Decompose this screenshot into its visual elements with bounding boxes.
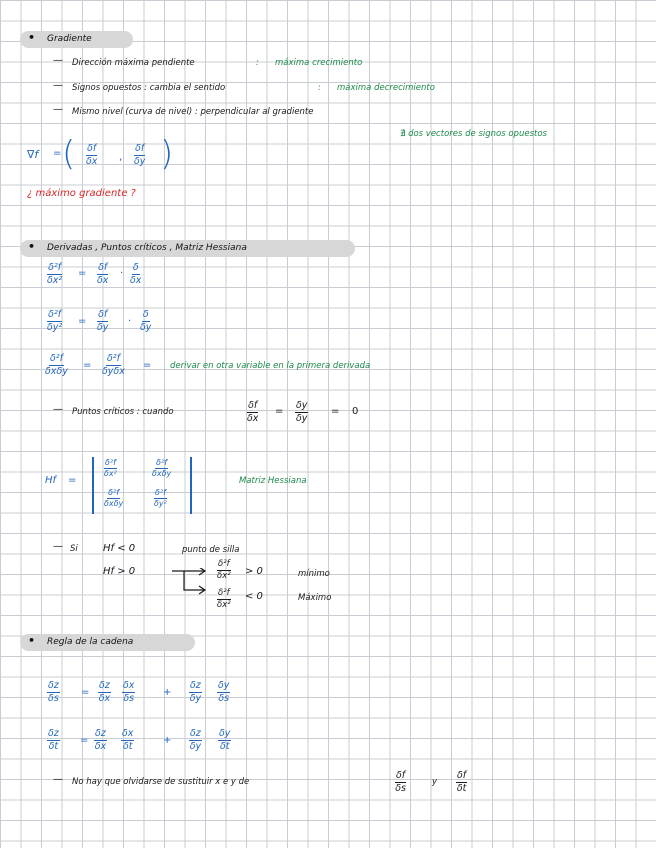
fraction: $\frac{\delta z}{\delta x}$ [94,728,107,752]
section-title: Derivadas , Puntos críticos , Matriz Hessiana [47,243,247,253]
dash-marker: — [53,404,63,415]
fraction: $\frac{\text{δ²f}}{\text{δx²}}$ [217,588,231,610]
note-text: : [318,83,321,93]
matrix-bar-left [92,457,94,514]
zero-value: 0 [352,406,359,417]
dash-marker: — [53,80,63,91]
fraction: $\frac{\text{δ²f}}{\text{δx²}}$ [47,262,63,286]
matrix-cell: $\frac{\text{δ²f}}{\text{δx²}}$ [104,458,117,478]
fraction: $\frac{\delta x}{\delta t}$ [122,728,134,752]
matrix-cell: $\frac{\text{δ²f}}{\text{δy²}}$ [154,488,167,508]
note-text: Máximo [298,593,332,603]
bullet: • [28,31,36,44]
section-title: Gradiente [47,34,92,44]
note-text: Mismo nivel (curva de nivel) : perpendicular al gradiente [72,107,314,117]
fraction: δ²f δyδx [102,353,125,377]
equals-sign: = [81,687,90,698]
equals-sign: = [78,268,87,279]
note-text: : [256,58,259,68]
dash-marker: — [53,104,63,115]
condition-text: Hf > 0 [103,566,136,577]
fraction: δ²f δxδy [45,353,68,377]
note-text: punto de silla [182,545,240,555]
equals-sign: = [78,316,87,327]
fraction: $\frac{\delta f}{\delta y}$ [134,143,146,167]
dot-operator: · [120,268,124,279]
dash-marker: — [53,774,63,785]
note-text: derivar en otra variable en la primera derivada [170,361,371,371]
matrix-cell: δ²f δxδy [104,488,124,508]
fraction: $\frac{\text{δ²f}}{\text{δy²}}$ [47,309,63,333]
equals-sign: = [83,360,92,371]
equals-sign: = [53,148,62,159]
plus-sign: + [163,735,172,746]
note-text: Matriz Hessiana [239,476,307,486]
note-text: máxima crecimiento [275,58,363,68]
equals-sign: = [143,360,152,371]
note-text: Signos opuestos : cambia el sentido [72,83,226,93]
fraction: $\frac{\delta f}{\delta y}$ [97,309,109,333]
fraction: $\frac{\delta z}{\delta y}$ [189,728,202,752]
matrix-bar-right [190,457,192,514]
side-note: ∄ dos vectores de signos opuestos [400,129,547,139]
fraction: $\frac{\delta f}{\delta s}$ [395,770,406,794]
dash-marker: — [53,541,63,552]
dot-operator: · [128,316,132,327]
left-paren: ( [62,134,76,174]
fraction: $\frac{\delta f}{\delta t}$ [456,770,467,794]
note-text: Si [70,544,78,554]
branch-arrow [170,568,212,598]
plus-sign: + [163,687,172,698]
fraction: $\frac{\delta z}{\delta s}$ [48,680,59,704]
condition-text: < 0 [245,591,263,602]
bullet: • [28,240,36,253]
fraction: $\frac{\delta x}{\delta s}$ [123,680,135,704]
equals-sign: = [331,406,340,417]
fraction: $\frac{\delta y}{\delta t}$ [219,728,231,752]
note-text: mínimo [298,569,330,579]
fraction: $\frac{\delta}{\delta x}$ [130,262,142,286]
fraction: $\frac{\delta f}{\delta x}$ [247,400,259,424]
fraction: $\frac{\delta z}{\delta y}$ [189,680,202,704]
fraction: $\frac{\delta z}{\delta x}$ [98,680,111,704]
question-text: ¿ máximo gradiente ? [27,188,136,199]
bullet: • [28,634,36,647]
note-text: y [432,777,438,787]
fraction: $\frac{\delta y}{\delta y}$ [296,400,308,424]
right-paren: ) [160,134,174,174]
note-text: Dirección máxima pendiente [72,58,195,68]
equals-sign: = [275,406,284,417]
comma: , [119,152,123,163]
section-title: Regla de la cadena [47,637,134,647]
fraction: $\frac{\delta z}{\delta t}$ [48,728,59,752]
fraction: $\frac{\delta}{\delta y}$ [140,309,152,333]
dash-marker: — [53,55,63,66]
condition-text: > 0 [245,566,263,577]
equals-sign: = [80,735,89,746]
note-text: máxima decrecimiento [337,83,435,93]
note-text: Puntos críticos : cuando [72,407,174,417]
fraction: $\frac{\delta f}{\delta x}$ [97,262,109,286]
equals-sign: = [68,475,77,486]
condition-text: Hf < 0 [103,543,136,554]
hessian-symbol: Hf [45,475,57,486]
gradient-symbol: ∇f [27,148,39,161]
fraction: $\frac{\delta y}{\delta s}$ [218,680,230,704]
note-text: No hay que olvidarse de sustituir x e y de [72,777,250,787]
fraction: $\frac{\delta f}{\delta x}$ [86,143,98,167]
fraction: $\frac{\text{δ²f}}{\text{δx²}}$ [217,559,231,581]
matrix-cell: δ²f δxδy [152,458,172,478]
